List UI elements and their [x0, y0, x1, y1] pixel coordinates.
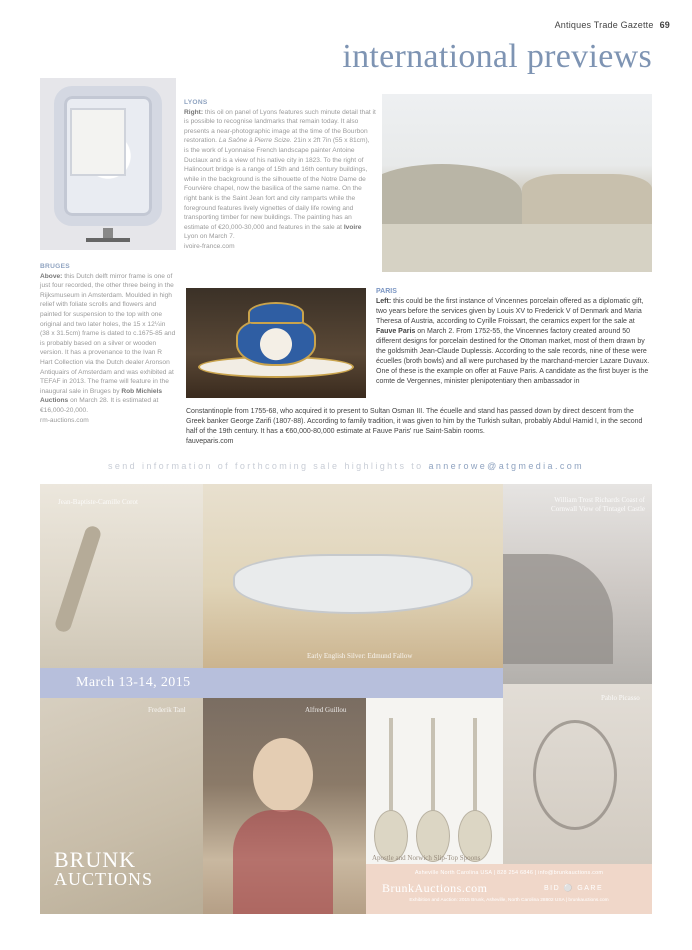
date-band	[40, 668, 503, 698]
page-number: 69	[659, 20, 670, 30]
paris-website: fauveparis.com	[186, 438, 234, 445]
guillou-panel	[203, 698, 366, 914]
logo-line1: BRUNK	[54, 847, 137, 872]
paris-body3: Constantinople from 1755-68, who acquired it to present to Sultan Osman III. The écuelle and stand has passed down by direct descent from the Greek banker George Zarifi (1807-88). According to family tradition, it was given to him by the Turkish sultan, probably Abdul Hamid I, in the second half of the 19th century. It has a €60,000-80,000 estimate at Fauve Paris' rue Saint-Sabin rooms.	[186, 408, 643, 435]
lyons-body3: Lyon on March 7.	[184, 233, 235, 241]
vincennes-porcelain-photo	[186, 288, 366, 398]
picasso-label: Pablo Picasso	[601, 694, 640, 702]
guillou-label: Alfred Guillou	[305, 706, 347, 714]
lyons-location: LYONS	[184, 99, 208, 106]
paris-body2: on March 2. From 1752-55, the Vincennes factory created around 50 different designs for porcelain destined for the Ottoman market, most of them drawn by the goldsmith Jean-Claude Duplessis. According to the sale records, nine of these were écuelles (broth bowls) and all were purchased by the marchand-mercier Lazare Duvaux. One of these is the example on offer at Fauve Paris. A candidate as the first buyer is the comte de Vergennes, minister plenipotentiary then ambassador in	[376, 328, 650, 385]
publication-name: Antiques Trade Gazette	[554, 20, 654, 30]
paris-caption-continued	[186, 407, 652, 447]
logo-line2: AUCTIONS	[54, 868, 154, 889]
running-head	[555, 20, 670, 30]
silver-label: Early English Silver: Edmund Fallow	[307, 652, 413, 660]
delft-mirror-photo	[40, 78, 176, 250]
auction-date: March 13-14, 2015	[76, 675, 191, 690]
spoons-label: Apostle and Norwich Slip-Top Spoons	[372, 854, 481, 862]
section-title: international previews	[342, 38, 652, 75]
bruges-body: this Dutch delft mirror frame is one of just four recorded, the other three being in the Rijksmuseum in Amsterdam. Moulded in high relief with foliate scrolls and flowers and painted for suspension to the top with one original and two later holes, the 15 x 12¼in (38 x 31.5cm) frame is dated to c.1675-85 and is probably based on a silver or wooden version. It has a provenance to the Ivan R Hart Collection via the Dutch dealer Aronson Antiquairs of Amsterdam and was exhibited at TEFAF in 2013. The frame will feature in the inaugural sale in Bruges by	[40, 272, 176, 395]
brunk-small-print: Exhibition and Auction: 2015 Brunk, Asheville, North Carolina 28802 USA | brunkauctions.com	[409, 898, 609, 903]
contact-prefix: send information of forthcoming sale highlights to	[107, 461, 424, 471]
bruges-location: BRUGES	[40, 263, 71, 270]
silver-panel	[203, 484, 503, 668]
brunk-address: Asheville North Carolina USA | 828 254 6846 | info@brunkauctions.com	[414, 870, 604, 876]
paris-location: PARIS	[376, 288, 397, 295]
partner-logo: BID ⚪ GARE	[544, 885, 604, 892]
corot-panel	[40, 484, 203, 668]
lyons-title: La Saône à Pierre Scize.	[218, 137, 292, 145]
brunk-advert	[40, 484, 652, 914]
lyons-label: Right:	[184, 108, 204, 116]
picasso-panel	[503, 684, 652, 864]
bruges-body2: on March 28. It is estimated at €16,000-20,000.	[40, 397, 159, 414]
brunk-website[interactable]: BrunkAuctions.com	[382, 881, 488, 895]
lyons-painting-photo	[382, 94, 652, 272]
bruges-website: rm-auctions.com	[40, 416, 89, 424]
richards-label: William Trost Richards Coast of Cornwall View of Tintagel Castle	[551, 496, 645, 513]
lyons-body2: 21in x 2ft 7in (55 x 81cm), is the work of Lyonnaise French landscape painter Antoine Duclaux and is a view of his native city in 1823. To the right of Halincourt bridge is a range of 15th and 16th century buildings, while in the background is the silhouette of the Notre Dame de Fourvière chapel, now the basilica of the same name. On the right bank is the Saint Jean fort and city ramparts while the foreground features lively vignettes of daily life rowing and transporting timber for new buildings. The painting has an estimate of €20,000-30,000 and features in the sale at	[184, 137, 370, 231]
bruges-label: Above:	[40, 272, 63, 280]
brunk-logo	[54, 847, 154, 889]
paris-caption	[376, 287, 651, 387]
paris-auction: Fauve Paris	[376, 328, 416, 335]
paris-body: this could be the first instance of Vincennes porcelain offered as a diplomatic gift, two years before the services given by Louis XV to Frederick V of Denmark and Maria Theresa of Austria, according to Cyrille Froissart, the ceramics expert for the sale at	[376, 298, 644, 325]
bruges-auction: Rob Michiels Auctions	[40, 387, 163, 405]
lyons-body: this oil on panel of Lyons features such minute detail that it is possible to recognise landmarks that remain today. It also presents a near-photographic image at the time of the Bourbon restoration.	[184, 108, 376, 145]
paris-label: Left:	[376, 298, 392, 305]
corot-label: Jean-Baptiste-Camille Corot	[58, 498, 138, 506]
contact-email[interactable]: annerowe@atgmedia.com	[428, 461, 585, 471]
lyons-caption	[184, 98, 376, 252]
lyons-auction: Ivoire	[343, 223, 362, 231]
tanl-label: Frederik Tanl	[148, 706, 186, 714]
contact-line	[40, 461, 652, 471]
lyons-website: ivoire-france.com	[184, 242, 235, 250]
bruges-caption	[40, 262, 176, 425]
brunk-contact-bar	[366, 864, 652, 914]
richards-panel	[503, 484, 652, 684]
